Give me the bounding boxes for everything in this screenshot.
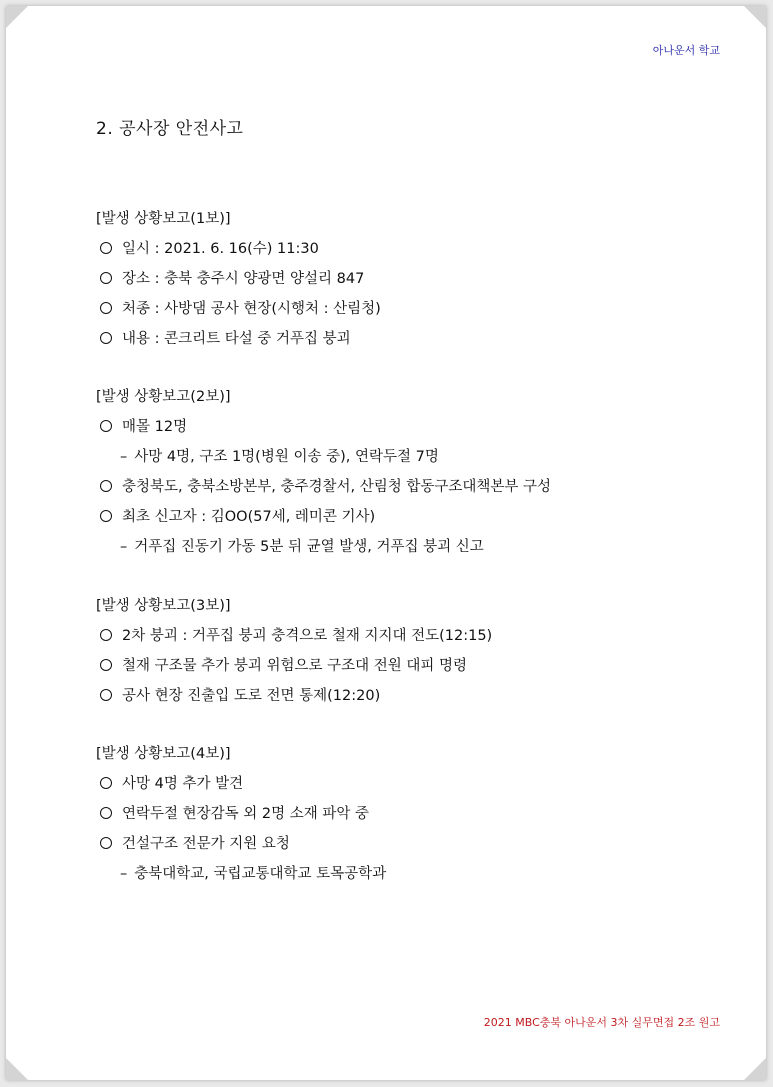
circle-bullet-icon: [100, 332, 112, 344]
circle-bullet-icon: [100, 420, 112, 432]
list-item: [96, 412, 551, 442]
page-footer: 2021 MBC충북 아나운서 3차 실무면접 2조 원고: [483, 1016, 720, 1029]
sub-list-item-text: 거푸집 진동기 가동 5분 뒤 균열 발생, 거푸집 붕괴 신고: [134, 539, 484, 555]
dash-marker: –: [120, 449, 128, 465]
list-item: [96, 621, 492, 651]
list-item-text: 2차 붕괴 : 거푸집 붕괴 충격으로 철재 지지대 전도(12:15): [122, 628, 493, 644]
list-item-text: 철재 구조물 추가 붕괴 위험으로 구조대 전원 대피 명령: [122, 658, 468, 674]
report-section-2: [96, 382, 551, 562]
circle-bullet-icon: [100, 629, 112, 641]
list-item: [96, 769, 386, 799]
document-page: [6, 6, 766, 1080]
circle-bullet-icon: [100, 689, 112, 701]
sub-list-item: [96, 532, 551, 562]
list-item-text: 일시 : 2021. 6. 16(수) 11:30: [122, 241, 319, 257]
list-item-text: 충청북도, 충북소방본부, 충주경찰서, 산림청 합동구조대책본부 구성: [122, 479, 552, 495]
circle-bullet-icon: [100, 659, 112, 671]
list-item: [96, 651, 492, 681]
list-item: [96, 829, 386, 859]
section-heading: [발생 상황보고(3보)]: [96, 598, 231, 614]
dash-marker: –: [120, 866, 128, 882]
page-corner-fold: [744, 1058, 766, 1080]
list-item-text: 건설구조 전문가 지원 요청: [122, 836, 290, 852]
sub-list-item-text: 사망 4명, 구조 1명(병원 이송 중), 연락두절 7명: [134, 449, 439, 465]
list-item-text: 장소 : 충북 충주시 양광면 양설리 847: [122, 271, 365, 287]
section-heading: [발생 상황보고(2보)]: [96, 389, 231, 405]
sub-list-item: [96, 442, 551, 472]
report-section-3: [96, 591, 492, 711]
list-item-text: 내용 : 콘크리트 타설 중 거푸집 붕괴: [122, 331, 351, 347]
list-item: [96, 799, 386, 829]
list-item-text: 공사 현장 진출입 도로 전면 통제(12:20): [122, 688, 381, 704]
sub-list-item-text: 충북대학교, 국립교통대학교 토목공학과: [134, 866, 387, 882]
list-item: [96, 681, 492, 711]
list-item: [96, 502, 551, 532]
list-item: [96, 472, 551, 502]
report-section-1: [96, 204, 381, 354]
circle-bullet-icon: [100, 302, 112, 314]
list-item-text: 연락두절 현장감독 외 2명 소재 파악 중: [122, 806, 369, 822]
sub-list-item: [96, 859, 386, 889]
page-corner-fold: [744, 6, 766, 28]
list-item: [96, 264, 381, 294]
dash-marker: –: [120, 539, 128, 555]
list-item: [96, 324, 381, 354]
list-item-text: 사망 4명 추가 발견: [122, 776, 244, 792]
circle-bullet-icon: [100, 272, 112, 284]
list-item-text: 매몰 12명: [122, 419, 188, 435]
report-section-4: [96, 739, 386, 889]
page-header: 아나운서 학교: [652, 44, 720, 57]
list-item: [96, 294, 381, 324]
circle-bullet-icon: [100, 480, 112, 492]
page-title: 2. 공사장 안전사고: [96, 119, 244, 139]
circle-bullet-icon: [100, 837, 112, 849]
circle-bullet-icon: [100, 510, 112, 522]
page-corner-fold: [6, 1058, 28, 1080]
circle-bullet-icon: [100, 777, 112, 789]
list-item: [96, 234, 381, 264]
section-heading: [발생 상황보고(1보)]: [96, 211, 231, 227]
circle-bullet-icon: [100, 242, 112, 254]
list-item-text: 최초 신고자 : 김OO(57세, 레미콘 기사): [122, 509, 376, 525]
circle-bullet-icon: [100, 807, 112, 819]
page-corner-fold: [6, 6, 28, 28]
section-heading: [발생 상황보고(4보)]: [96, 746, 231, 762]
list-item-text: 처종 : 사방댐 공사 현장(시행처 : 산림청): [122, 301, 381, 317]
